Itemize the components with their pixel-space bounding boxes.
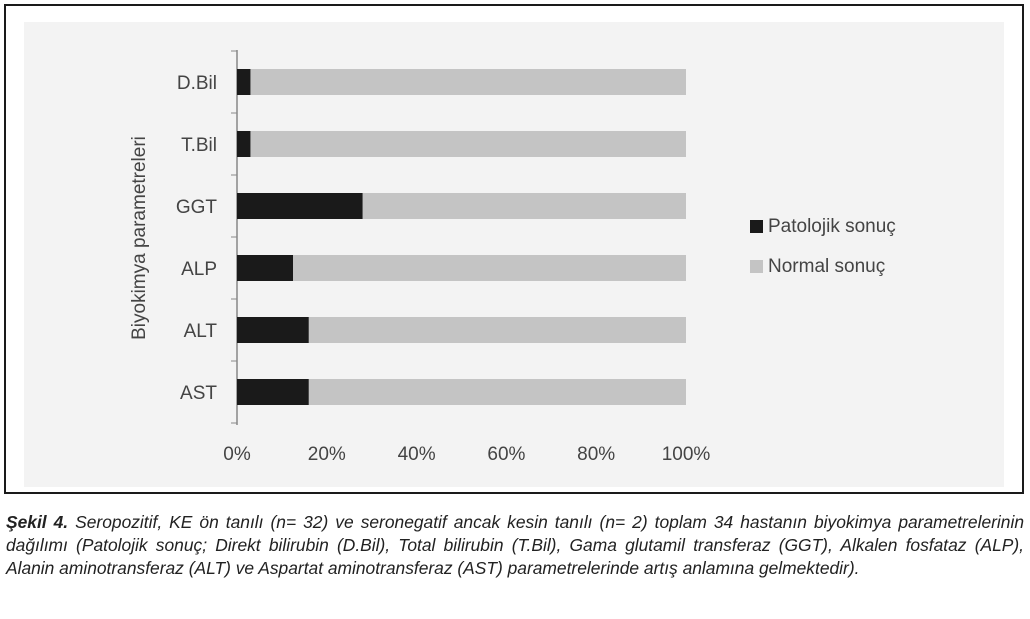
- x-tick-label: 80%: [577, 444, 616, 465]
- figure-caption: [6, 511, 1024, 580]
- y-tick-label: T.Bil: [181, 135, 217, 156]
- legend-swatch-patolojik: [750, 220, 763, 233]
- x-tick-label: 40%: [397, 444, 436, 465]
- legend-label-normal: Normal sonuç: [768, 256, 886, 277]
- legend-swatch-normal: [750, 260, 763, 273]
- bar-patolojik-dbil: [237, 69, 250, 95]
- bar-patolojik-tbil: [237, 131, 250, 157]
- y-tick-label: ALP: [181, 259, 217, 280]
- bar-patolojik-ast: [237, 379, 309, 405]
- y-tick-label: ALT: [183, 321, 217, 342]
- y-tick-label: AST: [180, 383, 217, 404]
- bar-patolojik-alt: [237, 317, 309, 343]
- bar-normal-alt: [309, 317, 686, 343]
- x-tick-label: 20%: [307, 444, 346, 465]
- bar-patolojik-ggt: [237, 193, 363, 219]
- caption-text: Seropozitif, KE ön tanılı (n= 32) ve seronegatif ancak kesin tanılı (n= 2) toplam 34 hastanın biyokimya parametrelerinin dağılımı (Patolojik sonuç; Direkt bilirubin (D.Bil), Total bilirubin (T.Bil), Gama glutamil transferaz (GGT), Alkalen fosfataz (ALP), Alanin aminotransferaz (ALT) ve Aspartat aminotransferaz (AST) parametrelerinde artış anlamına gelmektedir).: [6, 512, 1024, 578]
- bar-normal-tbil: [250, 131, 686, 157]
- bar-normal-dbil: [250, 69, 686, 95]
- bar-normal-alp: [293, 255, 686, 281]
- bar-normal-ast: [309, 379, 686, 405]
- y-axis-label: Biyokimya parametreleri: [129, 136, 150, 340]
- y-tick-label: D.Bil: [176, 73, 217, 94]
- bar-patolojik-alp: [237, 255, 293, 281]
- x-tick-label: 100%: [661, 444, 711, 465]
- caption-label: Şekil 4.: [6, 512, 69, 532]
- x-tick-label: 60%: [487, 444, 526, 465]
- y-tick-label: GGT: [175, 197, 217, 218]
- legend-label-patolojik: Patolojik sonuç: [768, 216, 896, 237]
- bar-normal-ggt: [363, 193, 686, 219]
- x-tick-label: 0%: [223, 444, 251, 465]
